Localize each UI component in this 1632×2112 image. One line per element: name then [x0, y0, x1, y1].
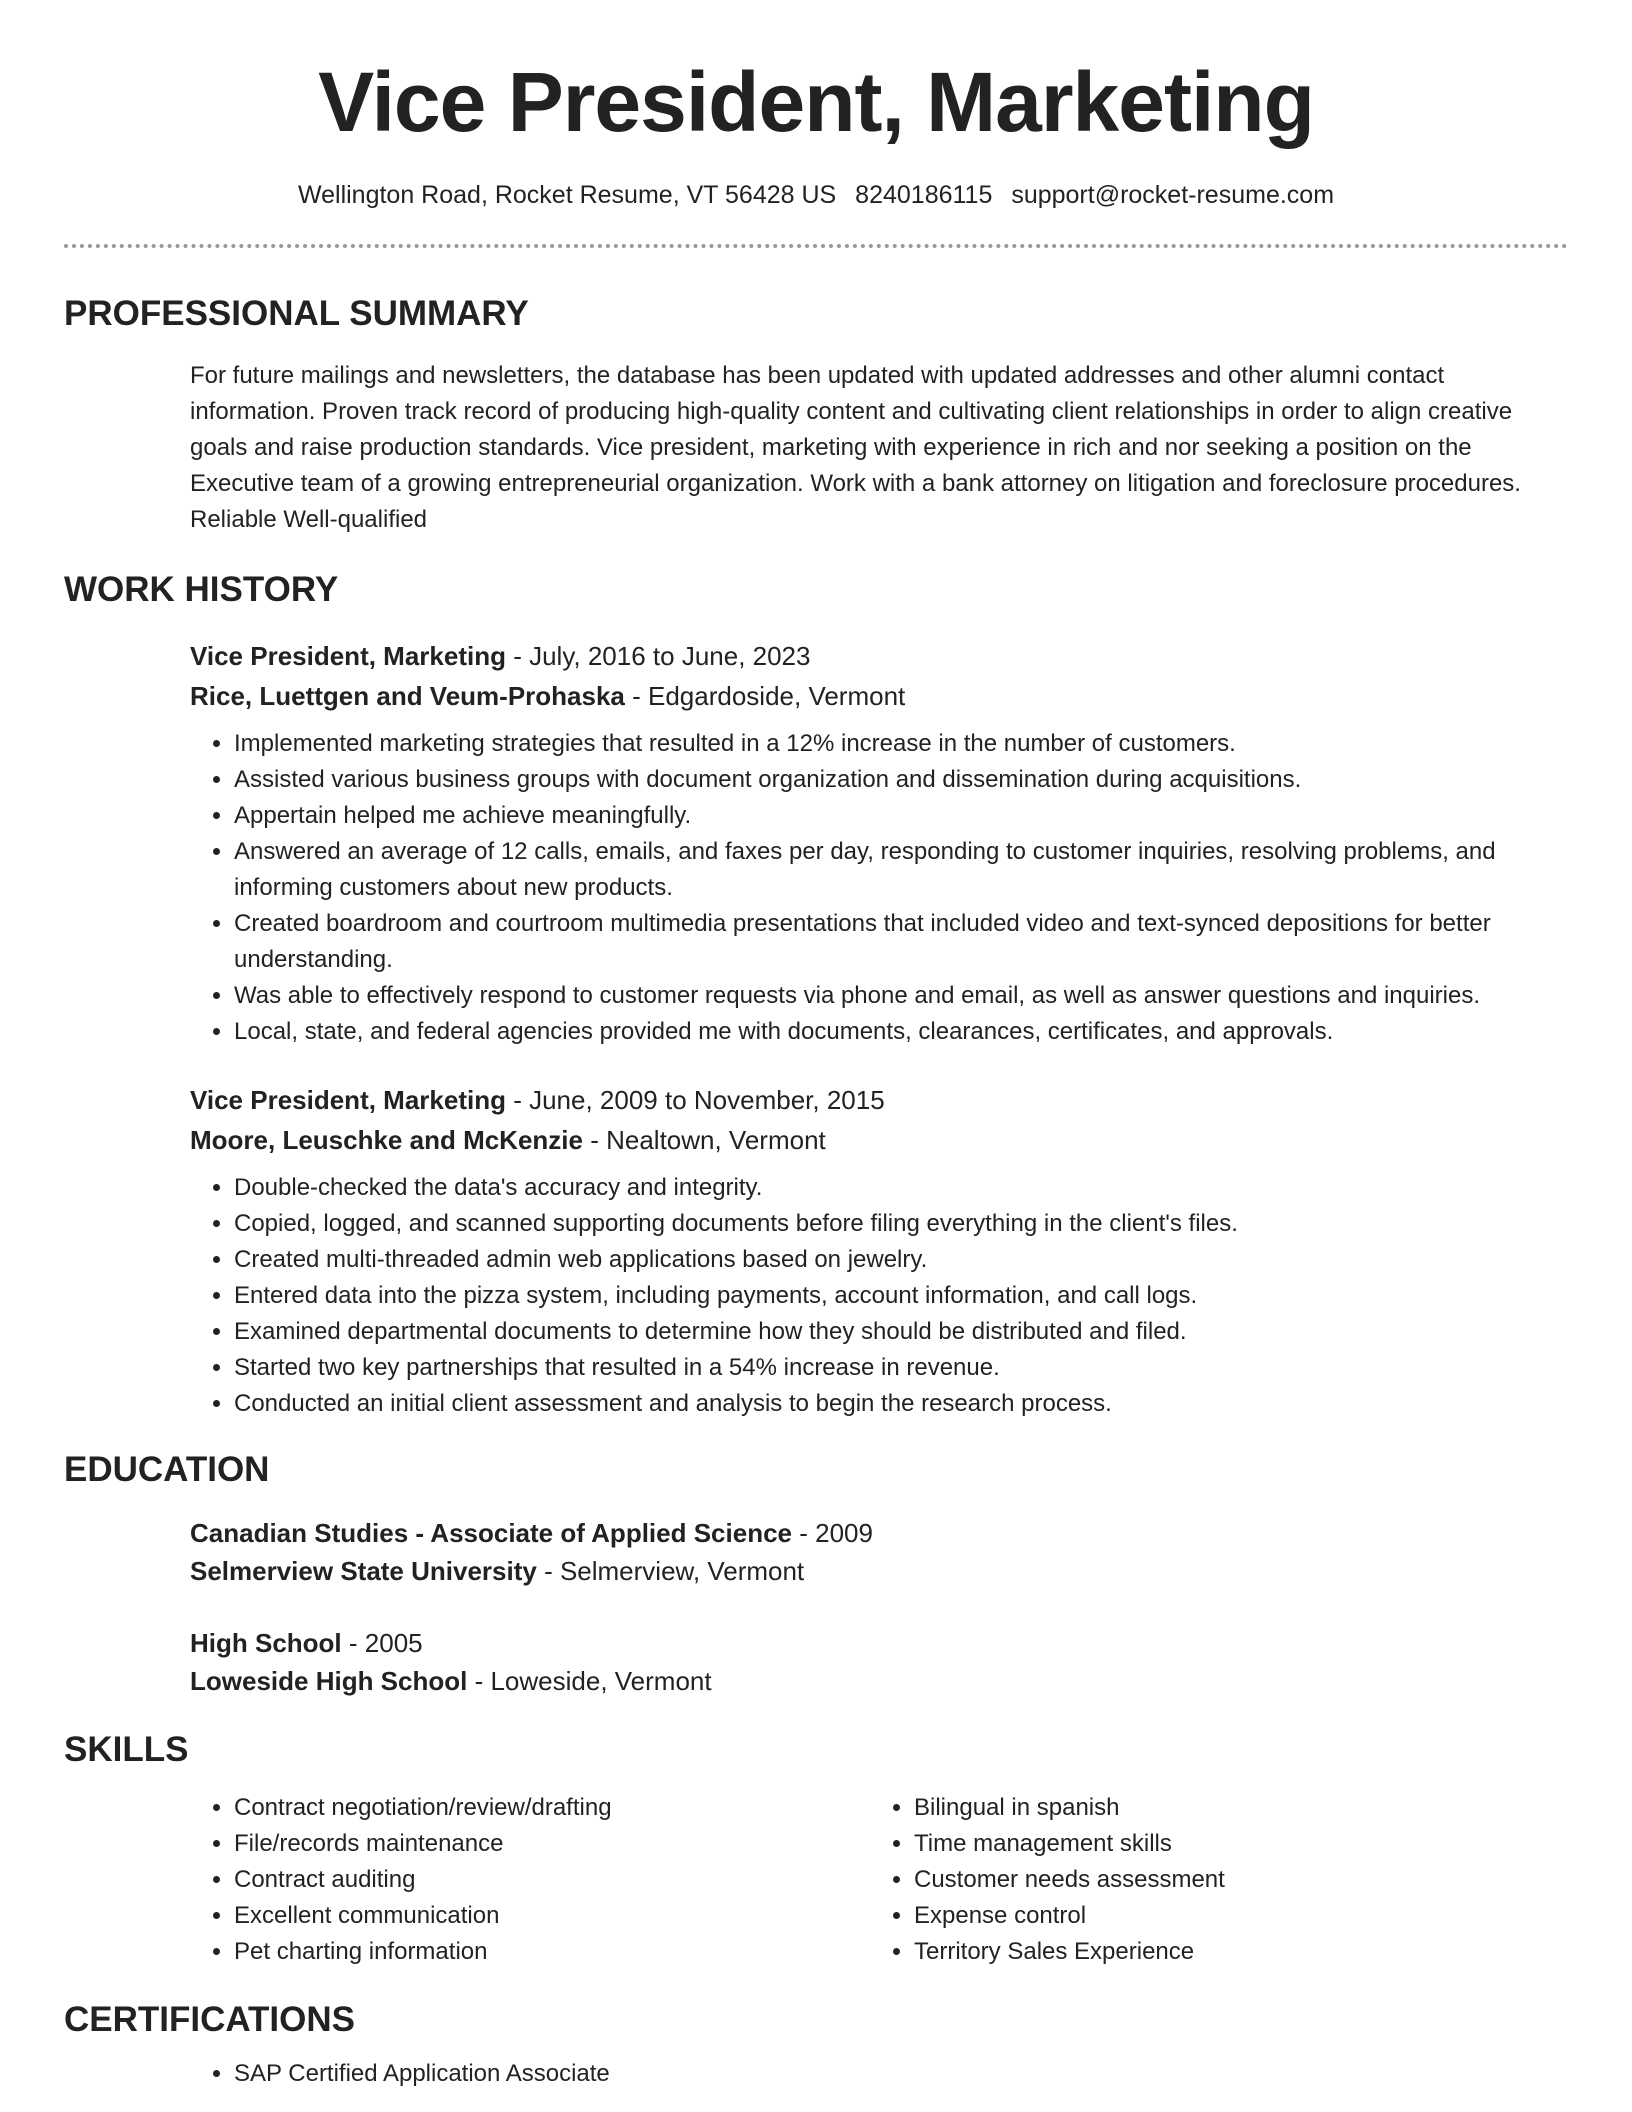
skill-item: • Territory Sales Experience: [914, 1934, 1550, 1970]
skill-item: • Contract auditing: [234, 1862, 870, 1898]
skills-list-right: [870, 1790, 1550, 1970]
job-bullet: • Answered an average of 12 calls, emails, and faxes per day, responding to customer inquiries, resolving problems, and informing customers about new products.: [234, 834, 1558, 906]
certifications-block: [190, 2056, 1558, 2092]
job-company: Rice, Luettgen and Veum-Prohaska: [190, 681, 625, 711]
job-bullets: [190, 726, 1558, 1050]
job-title-line: [190, 1080, 1558, 1120]
job-bullet: • Examined departmental documents to determine how they should be distributed and filed.: [234, 1314, 1558, 1350]
education-school: Loweside High School: [190, 1666, 468, 1696]
certifications-list: [190, 2056, 1558, 2092]
education-school: Selmerview State University: [190, 1556, 537, 1586]
job-bullet: • Local, state, and federal agencies provided me with documents, clearances, certificates, and approvals.: [234, 1014, 1558, 1050]
education-location: - Selmerview, Vermont: [536, 1556, 805, 1586]
education-entry: [190, 1624, 1558, 1700]
job-bullet: • Implemented marketing strategies that resulted in a 12% increase in the number of customers.: [234, 726, 1558, 762]
education-school-line: [190, 1552, 1558, 1590]
job-bullet: • Was able to effectively respond to customer requests via phone and email, as well as answer questions and inquiries.: [234, 978, 1558, 1014]
skills-grid: [190, 1790, 1558, 1970]
job-bullet: • Appertain helped me achieve meaningfully.: [234, 798, 1558, 834]
contact-phone: 8240186115: [855, 181, 993, 209]
section-title-summary: PROFESSIONAL SUMMARY: [64, 294, 529, 333]
section-title-skills: SKILLS: [64, 1730, 189, 1769]
skills-list-left: [190, 1790, 870, 1970]
education-year: - 2005: [341, 1628, 423, 1658]
job-position: Vice President, Marketing: [190, 1085, 506, 1115]
education-degree-line: [190, 1514, 1558, 1552]
skill-item: • Contract negotiation/review/drafting: [234, 1790, 870, 1826]
job-bullet: • Conducted an initial client assessment and analysis to begin the research process.: [234, 1386, 1558, 1422]
job-bullet: • Created boardroom and courtroom multimedia presentations that included video and text-synced depositions for better understanding.: [234, 906, 1558, 978]
job-company-line: [190, 1120, 1558, 1160]
job-title-line: [190, 636, 1558, 676]
education-year: - 2009: [792, 1518, 873, 1548]
job-company-line: [190, 676, 1558, 716]
skill-item: • Time management skills: [914, 1826, 1550, 1862]
job-bullet: • Copied, logged, and scanned supporting documents before filing everything in the client's files.: [234, 1206, 1558, 1242]
contact-email: support@rocket-resume.com: [1011, 181, 1335, 209]
job-location: - Nealtown, Vermont: [582, 1125, 826, 1155]
skill-item: • Bilingual in spanish: [914, 1790, 1550, 1826]
section-title-education: EDUCATION: [64, 1450, 270, 1489]
job-bullet: • Created multi-threaded admin web applications based on jewelry.: [234, 1242, 1558, 1278]
job-bullet: • Started two key partnerships that resulted in a 54% increase in revenue.: [234, 1350, 1558, 1386]
job-location: - Edgardoside, Vermont: [624, 681, 906, 711]
skill-item: • File/records maintenance: [234, 1826, 870, 1862]
resume-name: Vice President, Marketing: [318, 55, 1314, 149]
certification-item: • SAP Certified Application Associate: [234, 2056, 1558, 2092]
education-entry: [190, 1514, 1558, 1590]
education-degree: High School: [190, 1628, 342, 1658]
education-degree-line: [190, 1624, 1558, 1662]
job-bullet: • Entered data into the pizza system, including payments, account information, and call logs.: [234, 1278, 1558, 1314]
education-degree: Canadian Studies - Associate of Applied Science: [190, 1518, 792, 1548]
contact-line: [64, 178, 1568, 212]
job-entry: [190, 636, 1558, 1050]
job-bullet: • Double-checked the data's accuracy and integrity.: [234, 1170, 1558, 1206]
skill-item: • Excellent communication: [234, 1898, 870, 1934]
skill-item: • Pet charting information: [234, 1934, 870, 1970]
job-position: Vice President, Marketing: [190, 641, 506, 671]
job-company: Moore, Leuschke and McKenzie: [190, 1125, 583, 1155]
skill-item: • Expense control: [914, 1898, 1550, 1934]
education-location: - Loweside, Vermont: [467, 1666, 712, 1696]
skill-item: • Customer needs assessment: [914, 1862, 1550, 1898]
summary-text: For future mailings and newsletters, the database has been updated with updated addresses and other alumni contact information. Proven track record of producing high-quality content and cultivating client relationships in order to align creative goals and raise production standards. Vice president, marketing with experience in rich and nor seeking a position on the Executive team of a growing entrepreneurial organization. Work with a bank attorney on litigation and foreclosure procedures. Reliable Well-qualified: [190, 362, 1521, 533]
job-entry: [190, 1080, 1558, 1422]
job-bullets: [190, 1170, 1558, 1422]
job-bullet: • Assisted various business groups with document organization and dissemination during acquisitions.: [234, 762, 1558, 798]
job-dates: - June, 2009 to November, 2015: [505, 1085, 885, 1115]
header-divider: [64, 244, 1568, 248]
education-school-line: [190, 1662, 1558, 1700]
contact-address: Wellington Road, Rocket Resume, VT 56428 US: [297, 181, 837, 209]
job-dates: - July, 2016 to June, 2023: [505, 641, 811, 671]
section-title-work: WORK HISTORY: [64, 570, 339, 609]
section-title-certifications: CERTIFICATIONS: [64, 2000, 356, 2039]
